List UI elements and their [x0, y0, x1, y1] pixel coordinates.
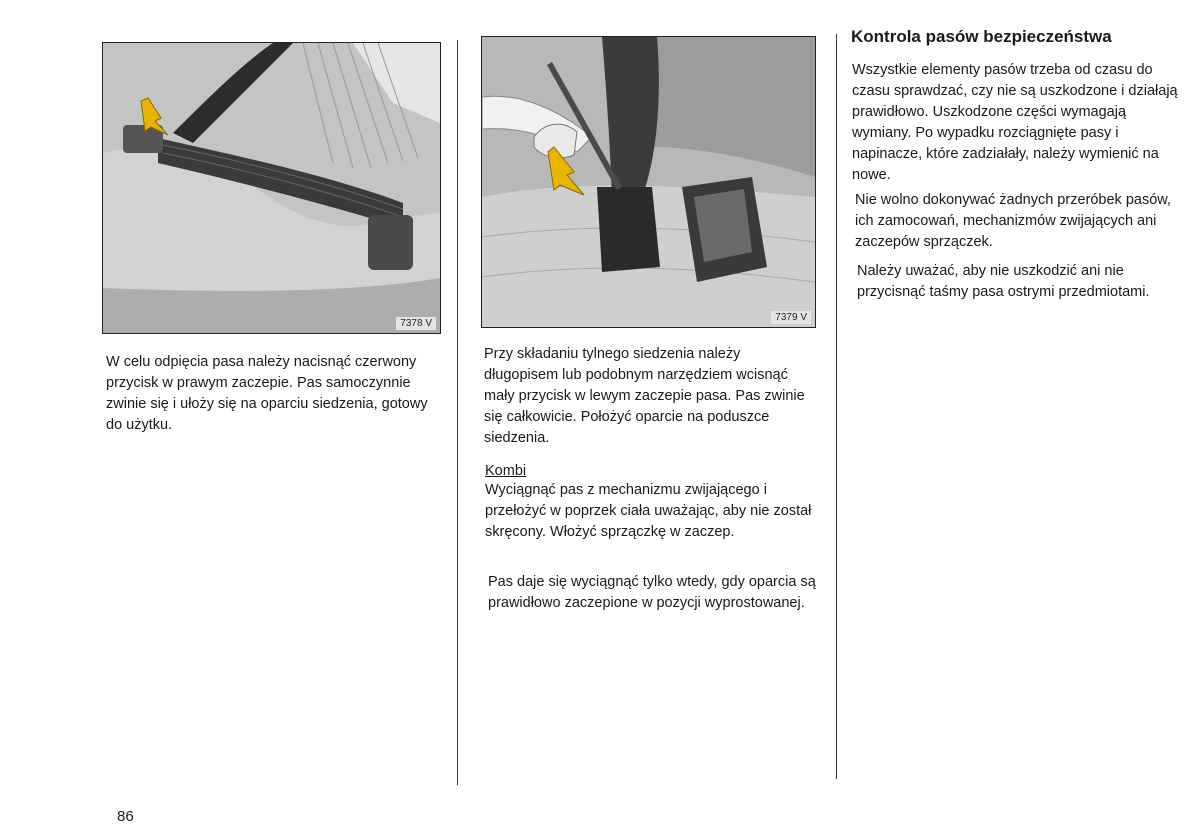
- belt-extraction-note: Pas daje się wyciągnąć tylko wtedy, gdy oparcia są prawidłowo zaczepione w pozycji wyprostowanej.: [488, 574, 816, 611]
- sharp-objects-warning: Należy uważać, aby nie uszkodzić ani nie przycisnąć taśmy pasa ostrymi przedmiotami.: [857, 263, 1150, 300]
- modification-warning: Nie wolno dokonywać żadnych przeróbek pasów, ich zamocowań, mechanizmów zwijających ani zaczepów sprzączek.: [855, 192, 1171, 250]
- kombi-instructions: Wyciągnąć pas z mechanizmu zwijającego i przełożyć w poprzek ciała uważając, aby nie został skręcony. Włożyć sprzączkę w zaczep.: [485, 482, 812, 540]
- kombi-subheading: Kombi: [485, 463, 527, 479]
- figure-rear-belt-button: [481, 36, 816, 328]
- figure-code: 7378 V: [396, 317, 436, 330]
- rear-seat-fold-instructions: Przy składaniu tylnego siedzenia należy długopisem lub podobnym narzędziem wcisnąć mały przycisk w lewym zaczepie pasa. Pas zwinie się całkowicie. Położyć oparcie na poduszce siedzenia.: [484, 346, 805, 446]
- page-number: 86: [117, 808, 134, 825]
- figure-code: 7379 V: [771, 311, 811, 324]
- seatbelt-release-illustration: [103, 43, 440, 333]
- inspection-paragraph: Wszystkie elementy pasów trzeba od czasu do czasu sprawdzać, czy nie są uszkodzone i działają prawidłowo. Uszkodzone części wymagają wymiany. Po wypadku rozciągnięte pasy i napinacze, które zadziałały, należy wymienić na nowe.: [852, 62, 1178, 183]
- column-divider: [457, 40, 458, 785]
- rear-belt-button-illustration: [482, 37, 815, 327]
- figure-seatbelt-release: [102, 42, 441, 334]
- column-divider: [836, 34, 837, 779]
- unbuckle-instructions: W celu odpięcia pasa należy nacisnąć czerwony przycisk w prawym zaczepie. Pas samoczynnie zwinie się i ułoży się na oparciu siedzenia, gotowy do użytku.: [106, 354, 428, 433]
- section-title: Kontrola pasów bezpieczeństwa: [851, 27, 1112, 46]
